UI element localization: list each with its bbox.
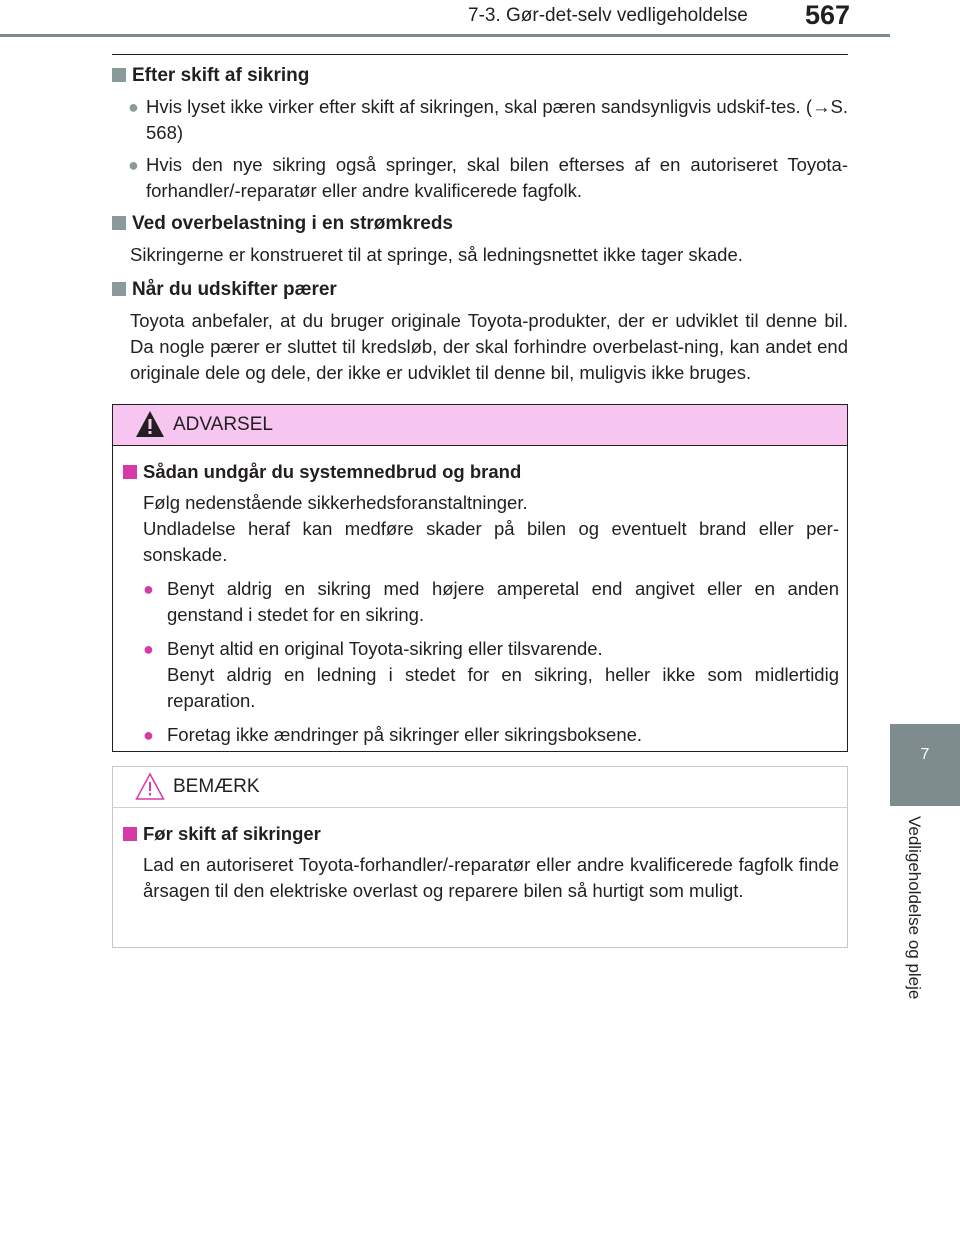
main-content <box>112 62 848 394</box>
list-item <box>112 94 848 146</box>
chapter-number: 7 <box>920 746 930 763</box>
circle-bullet-icon: ● <box>143 579 154 599</box>
section-heading: Efter skift af sikring <box>112 62 848 90</box>
list-item <box>112 152 848 204</box>
circle-bullet-icon: ● <box>128 155 139 175</box>
circle-bullet-icon: ● <box>128 97 139 117</box>
list-item-text: Benyt aldrig en sikring med højere amperetal end angivet eller en anden genstand i stedet for en sikring. <box>167 578 839 625</box>
page-number: 567 <box>805 0 851 30</box>
chapter-label-text: Vedligeholdelse og pleje <box>905 816 924 1000</box>
section-text: Sikringerne er konstrueret til at springe, så ledningsnettet ikke tager skade. <box>130 244 743 265</box>
list-item <box>123 636 839 714</box>
warning-box-header <box>113 405 847 446</box>
circle-bullet-icon: ● <box>143 639 154 659</box>
section-title: 7-3. Gør-det-selv vedligeholdelse <box>468 5 748 26</box>
notice-text: Lad en autoriseret Toyota-forhandler/-reparatør eller andre kvalificerede fagfolk finde årsagen til den elektriske overlast og reparere bilen så hurtigt som muligt. <box>143 854 839 901</box>
notice-heading: Før skift af sikringer <box>123 820 839 848</box>
list-item-text: Foretag ikke ændringer på sikringer eller sikringsboksene. <box>167 724 643 745</box>
square-bullet-icon <box>112 282 126 296</box>
list-item-text: Hvis lyset ikke virker efter skift af sikringen, skal pæren sandsynligvis udskif-tes. (→S. 568) <box>146 96 848 143</box>
section-heading: Ved overbelastning i en strømkreds <box>112 210 848 238</box>
list-item <box>123 722 839 748</box>
section-heading: Når du udskifter pærer <box>112 276 848 304</box>
list-item <box>123 576 839 628</box>
chapter-label <box>890 806 960 1042</box>
warning-triangle-icon <box>135 410 165 438</box>
chapter-tab <box>890 724 960 806</box>
top-rule <box>112 54 848 55</box>
notice-box-title: BEMÆRK <box>173 776 260 797</box>
warning-box-title: ADVARSEL <box>173 414 273 435</box>
square-bullet-icon <box>112 216 126 230</box>
warning-intro: Følg nedenstående sikkerhedsforanstaltninger. Undladelse heraf kan medføre skader på bilen og eventuelt brand eller per-sonskade. <box>143 492 839 565</box>
notice-box-body <box>113 808 847 904</box>
warning-box <box>112 404 848 752</box>
warning-heading: Sådan undgår du systemnedbrud og brand <box>123 458 839 486</box>
circle-bullet-icon: ● <box>143 725 154 745</box>
notice-box <box>112 766 848 948</box>
notice-box-header <box>113 767 847 808</box>
section-text: Toyota anbefaler, at du bruger originale Toyota-produkter, der er udviklet til denne bil. Da nogle pærer er sluttet til kredsløb, der skal forhindre overbelast-ning, kan andet end originale dele og dele, der ikke er udviklet til denne bil, muligvis ikke bruges. <box>130 310 848 383</box>
list-item-text: Benyt altid en original Toyota-sikring eller tilsvarende. Benyt aldrig en ledning i stedet for en sikring, heller ikke som midlertidig reparation. <box>167 638 839 711</box>
square-bullet-icon <box>123 827 137 841</box>
list-item-text: Hvis den nye sikring også springer, skal bilen efterses af en autoriseret Toyota-forhandler/-reparatør eller andre kvalificerede fagfolk. <box>146 154 848 201</box>
warning-box-body <box>113 446 847 748</box>
square-bullet-icon <box>112 68 126 82</box>
notice-triangle-icon <box>135 772 165 800</box>
page-header <box>0 0 890 37</box>
square-bullet-icon <box>123 465 137 479</box>
